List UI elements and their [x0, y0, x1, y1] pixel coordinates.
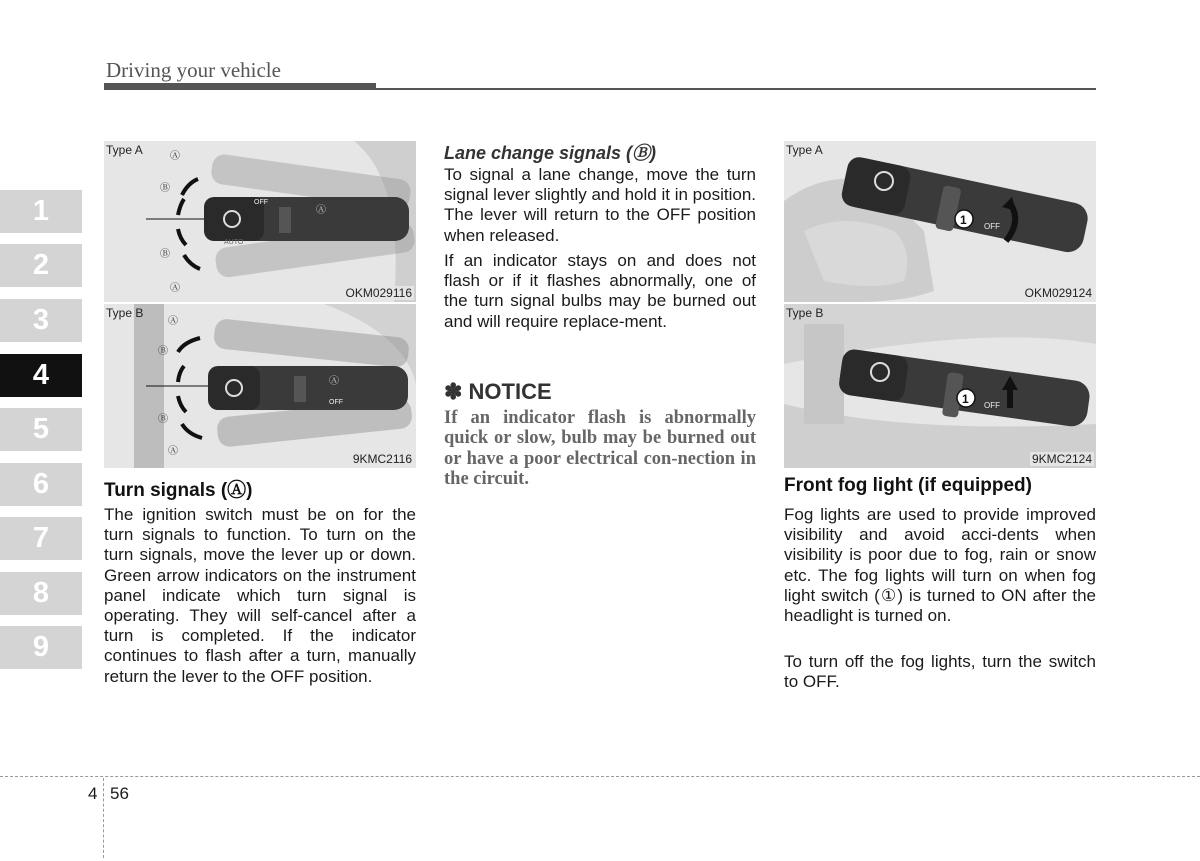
fog-light-para-2: To turn off the fog lights, turn the switch to OFF. — [784, 652, 1096, 692]
notice-heading: ✽ NOTICE — [444, 379, 552, 404]
figure-code: 9KMC2124 — [1031, 452, 1092, 466]
figure-type-label: Type A — [106, 143, 143, 157]
fig1-label-b-bottom: Ⓑ — [160, 249, 170, 260]
chapter-tab-6[interactable]: 6 — [0, 463, 82, 506]
running-header: Driving your vehicle — [106, 58, 281, 82]
header-rule-thick — [104, 83, 376, 90]
chapter-tab-9[interactable]: 9 — [0, 626, 82, 669]
fig3-lever-text-off: OFF — [984, 222, 1000, 231]
lane-change-para-1: To signal a lane change, move the turn signal lever slightly and hold it in position. The lever will return to the OFF position when released. — [444, 165, 756, 245]
turn-signals-heading: Turn signals (Ⓐ) — [104, 480, 253, 501]
turn-signals-body: The ignition switch must be on for the turn signals to function. To turn on the turn signals, move the lever up or down. Green arrow indicators on the instrument panel indicate which turn signal is operating. They will self-cancel after a turn is completed. If the indicator continues to flash after a turn, manually return the lever to the OFF position. — [104, 505, 416, 686]
notice-body: If an indicator flash is abnormally quick or slow, bulb may be burned out or have a poor electrical con-nection in the circuit. — [444, 408, 756, 489]
lane-change-para-2: If an indicator stays on and does not flash or if it flashes abnormally, one of the turn signal bulbs may be burned out and will require replace-ment. — [444, 251, 756, 331]
figure-type-label: Type B — [786, 306, 824, 320]
fig2-lever-text-a: Ⓐ — [329, 376, 339, 387]
footer-page-number: 56 — [110, 784, 129, 803]
fig1-lever-text-off: OFF — [254, 199, 268, 206]
chapter-tab-1[interactable]: 1 — [0, 190, 82, 233]
lane-change-heading: Lane change signals (Ⓑ) — [444, 143, 657, 163]
figure-fog-light-type-b — [784, 304, 1096, 468]
figure-code: 9KMC2116 — [352, 452, 412, 466]
fig4-marker-one: 1 — [962, 392, 969, 406]
fig1-lever-text-a: Ⓐ — [316, 205, 326, 216]
footer-divider — [103, 778, 104, 858]
figure-type-label: Type B — [106, 306, 144, 320]
fig4-lever-text-off: OFF — [984, 401, 1000, 410]
fig2-label-a-bottom: Ⓐ — [168, 446, 178, 457]
fig2-label-b-top: Ⓑ — [158, 346, 168, 357]
fig1-label-a-bottom: Ⓐ — [170, 283, 180, 294]
chapter-tab-3[interactable]: 3 — [0, 299, 82, 342]
fig1-lever-text-auto: AUTO — [224, 239, 244, 246]
fog-light-lever-illustration — [784, 141, 1096, 302]
turn-signal-lever-illustration — [104, 304, 416, 468]
chapter-tab-2[interactable]: 2 — [0, 244, 82, 287]
fig2-lever-text-off: OFF — [329, 399, 343, 406]
chapter-tab-7[interactable]: 7 — [0, 517, 82, 560]
chapter-tab-8[interactable]: 8 — [0, 572, 82, 615]
figure-turn-signal-type-a — [104, 141, 416, 302]
footer-rule — [0, 776, 1200, 777]
figure-type-label: Type A — [786, 143, 823, 157]
fog-light-lever-illustration — [784, 304, 1096, 468]
figure-fog-light-type-a — [784, 141, 1096, 302]
fig2-label-b-bottom: Ⓑ — [158, 414, 168, 425]
fig1-label-a-top: Ⓐ — [170, 151, 180, 162]
turn-signal-lever-illustration — [104, 141, 416, 302]
fig1-label-b-top: Ⓑ — [160, 183, 170, 194]
fog-light-para-1: Fog lights are used to provide improved visibility and avoid acci-dents when visibility is poor due to fog, rain or snow etc. The fog lights will turn on when fog light switch (①) is turned to ON after the headlight is turned on. — [784, 505, 1096, 626]
figure-code: OKM029116 — [345, 286, 412, 300]
fog-light-heading: Front fog light (if equipped) — [784, 475, 1032, 496]
chapter-tab-5[interactable]: 5 — [0, 408, 82, 451]
chapter-tab-4-active[interactable]: 4 — [0, 354, 82, 397]
footer-chapter-number: 4 — [88, 784, 98, 803]
figure-turn-signal-type-b — [104, 304, 416, 468]
header-rule-thin — [376, 88, 1096, 90]
figure-code: OKM029124 — [1024, 286, 1092, 300]
fig3-marker-one: 1 — [960, 213, 967, 227]
fig2-label-a-top: Ⓐ — [168, 316, 178, 327]
